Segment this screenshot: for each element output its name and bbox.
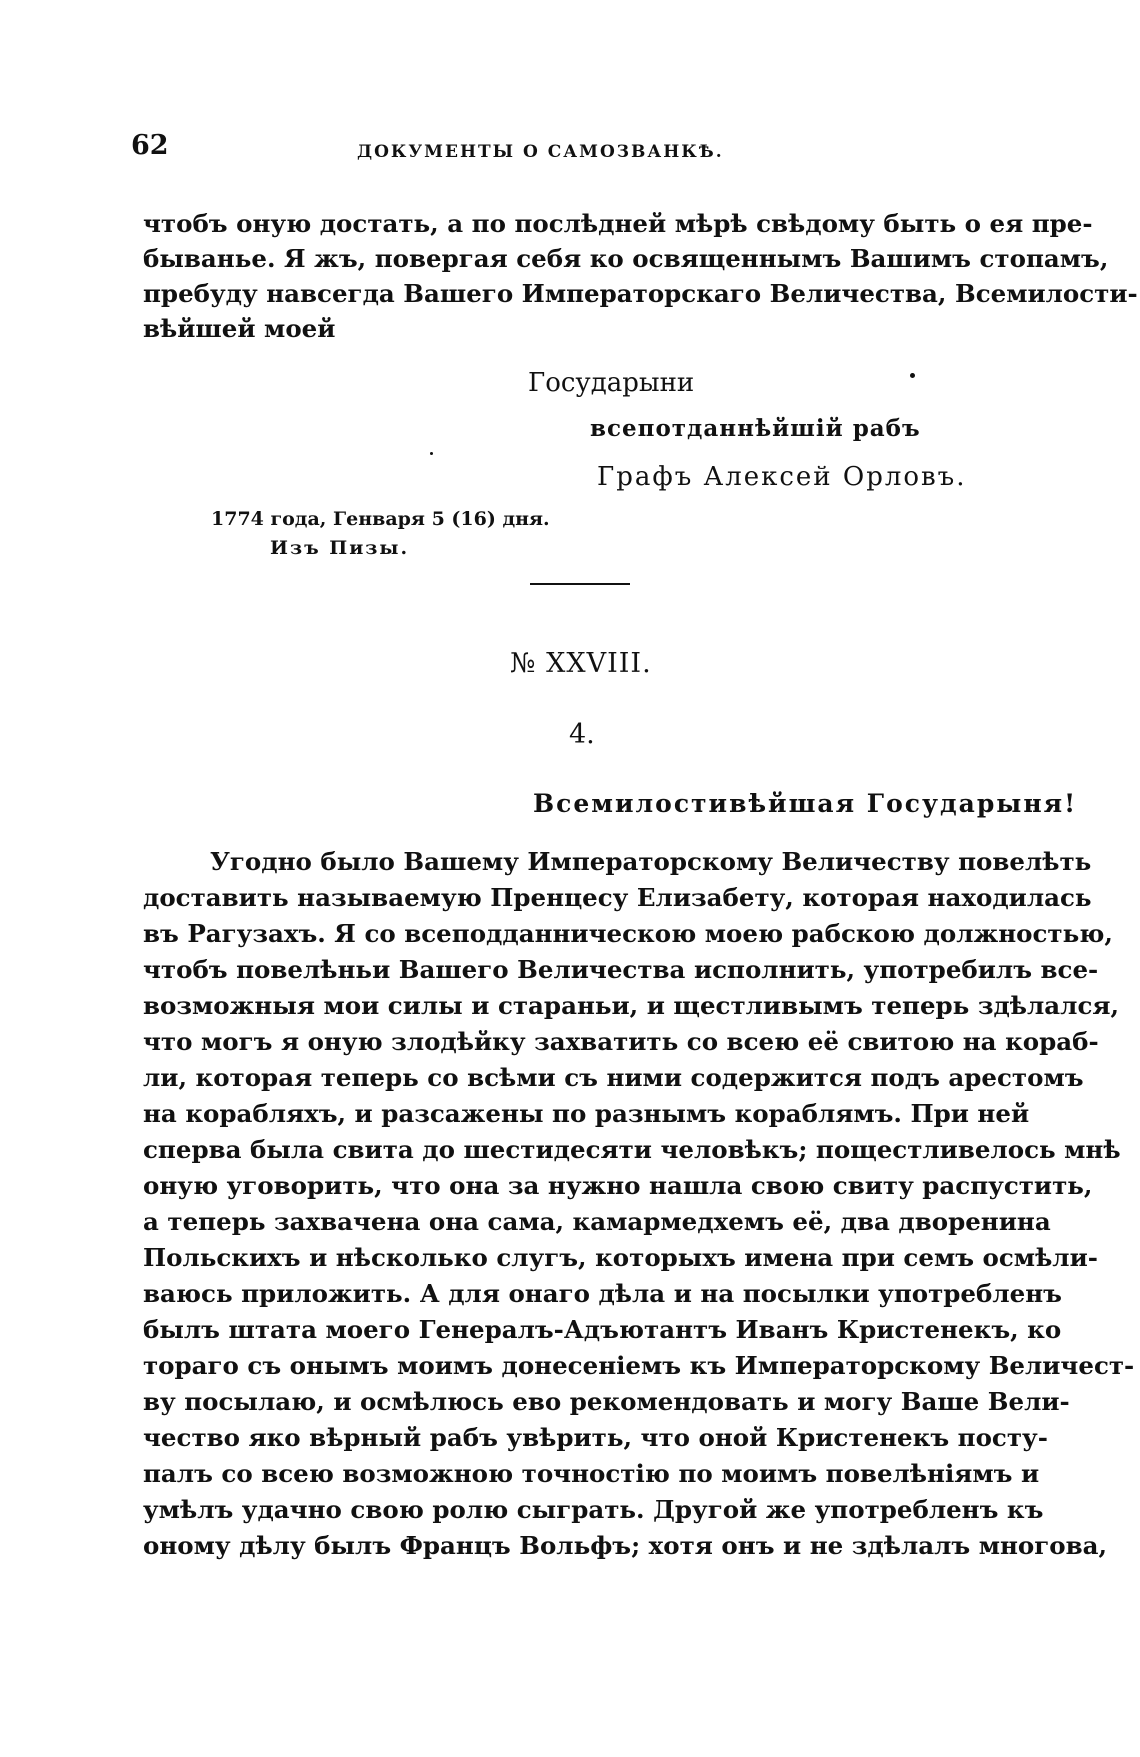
text-line: пребуду навсегда Вашего Императорскаго Величества, Всемилости-: [143, 279, 1138, 308]
text-line: умѣлъ удачно свою ролю сыграть. Другой же употребленъ къ: [143, 1495, 1044, 1524]
text-line: оному дѣлу былъ Францъ Вольфъ; хотя онъ и не здѣлалъ многова,: [143, 1531, 1108, 1560]
text-line: ли, которая теперь со всѣми съ ними содержится подъ арестомъ: [143, 1063, 1084, 1092]
text-line: чтобъ оную достать, а по послѣдней мѣрѣ свѣдому быть о ея пре-: [143, 209, 1093, 238]
text-line: ваюсь приложить. А для онаго дѣла и на посылки употребленъ: [143, 1279, 1062, 1308]
signature-address: Государыни: [528, 368, 695, 398]
text-line: сперва была свита до шестидесяти человѣкъ; пощестливелось мнѣ: [143, 1135, 1121, 1164]
text-line: доставить называемую Пренцесу Елизабету, которая находилась: [143, 883, 1092, 912]
document-number: № XXVIII.: [510, 648, 652, 679]
text-line: Польскихъ и нѣсколько слугъ, которыхъ имена при семъ осмѣли-: [143, 1243, 1098, 1272]
text-line: возможныя мои силы и стараньи, и щестливымъ теперь здѣлался,: [143, 991, 1120, 1020]
text-line: чество яко вѣрный рабъ увѣрить, что оной Кристенекъ посту-: [143, 1423, 1048, 1452]
signature-name: Графъ Алексей Орловъ.: [597, 462, 967, 492]
text-line: ву посылаю, и осмѣлюсь ево рекомендовать и могу Ваше Вели-: [143, 1387, 1070, 1416]
text-line: въ Рагузахъ. Я со всеподданническою моею рабскою должностью,: [143, 919, 1113, 948]
running-title: ДОКУМЕНТЫ О САМОЗВАНКѢ.: [357, 142, 724, 162]
text-line: Угодно было Вашему Императорскому Величеству повелѣть: [210, 847, 1092, 876]
signature-humble: всепотданнѣйшій рабъ: [590, 415, 921, 442]
text-line: вѣйшей моей: [143, 314, 336, 343]
section-divider: [530, 583, 630, 585]
text-line: палъ со всею возможною точностію по моимъ повелѣніямъ и: [143, 1459, 1040, 1488]
text-line: что могъ я оную злодѣйку захватить со всею её свитою на кораб-: [143, 1027, 1099, 1056]
text-line: быванье. Я жъ, повергая себя ко освященнымъ Вашимъ стопамъ,: [143, 244, 1109, 273]
page-number: 62: [131, 130, 169, 161]
date: 1774 года, Генваря 5 (16) дня.: [211, 508, 550, 530]
ink-speck: [430, 452, 433, 455]
text-line: а теперь захвачена она сама, камармедхемъ её, два дворенина: [143, 1207, 1051, 1236]
text-line: тораго съ онымъ моимъ донесеніемъ къ Императорскому Величест-: [143, 1351, 1135, 1380]
ink-speck: [910, 373, 915, 378]
text-line: былъ штата моего Генералъ-Адъютантъ Иванъ Кристенекъ, ко: [143, 1315, 1062, 1344]
text-line: оную уговорить, что она за нужно нашла свою свиту распустить,: [143, 1171, 1093, 1200]
salutation: Всемилостивѣйшая Государыня!: [533, 789, 1078, 818]
place: Изъ Пизы.: [270, 537, 410, 559]
text-line: чтобъ повелѣньи Вашего Величества исполнить, употребилъ все-: [143, 955, 1099, 984]
text-line: на корабляхъ, и разсажены по разнымъ кораблямъ. При ней: [143, 1099, 1030, 1128]
document-sub-number: 4.: [569, 719, 595, 750]
